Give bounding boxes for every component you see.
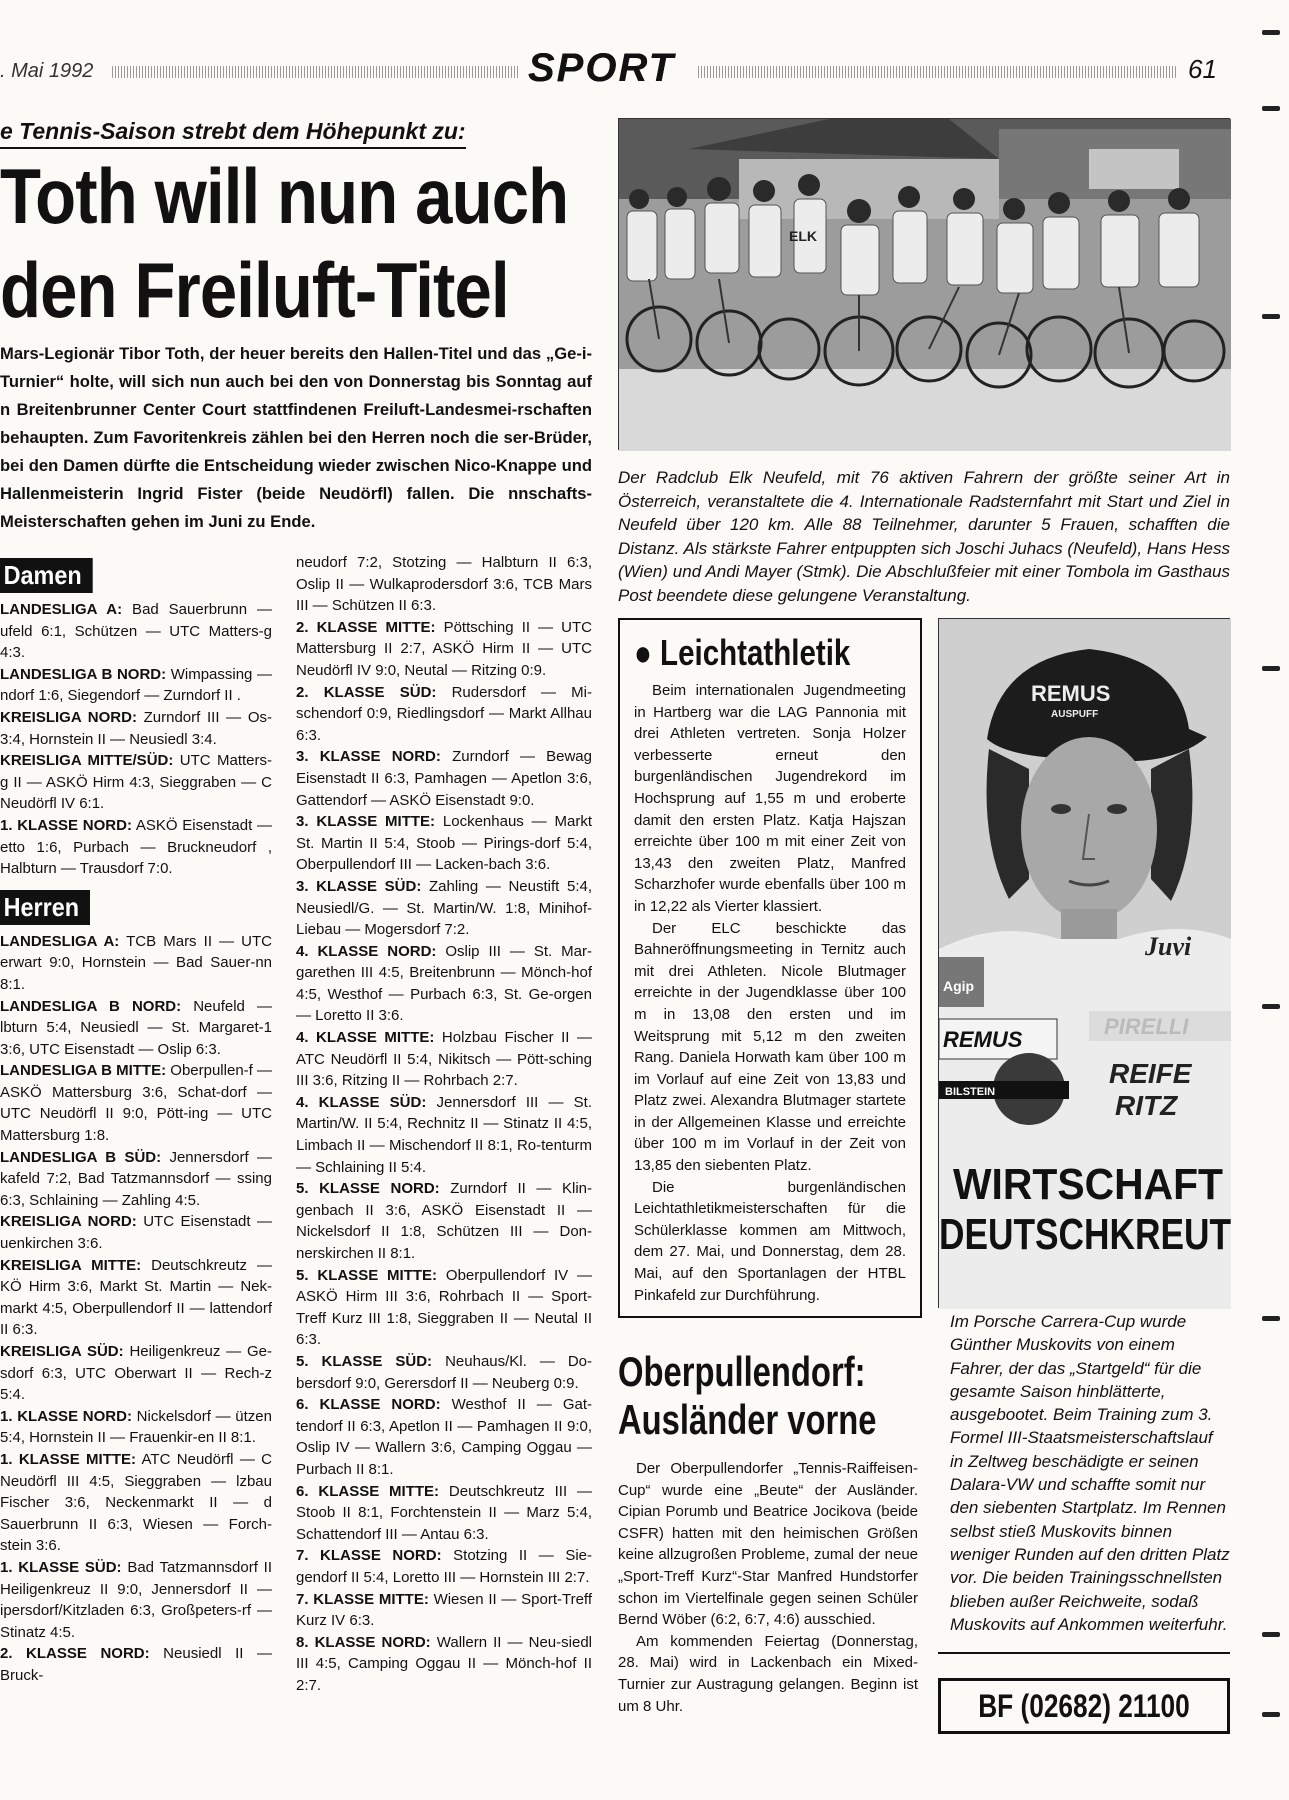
suit-juvi: Juvi	[1145, 932, 1192, 961]
damen-results	[0, 599, 272, 880]
result-entry	[296, 941, 592, 1027]
suit-wirtschaft: WIRTSCHAFT	[953, 1160, 1224, 1209]
league-label: LANDESLIGA B SÜD:	[0, 1148, 162, 1166]
result-entry	[0, 931, 272, 996]
result-text: Oberpullendorf IV — ASKÖ Hirm III 3:6, Rohrbach II — Sport-Treff Kurz III 1:8, Sieggraben II — Neutal II 6:3.	[296, 1266, 592, 1349]
suit-reife: REIFE	[1109, 1058, 1192, 1089]
result-text: Oberpullen-f — ASKÖ Mattersburg 3:6, Schat-dorf — UTC Neudörfl II 9:0, Pött-ing — UTC Mattersburg 1:8.	[0, 1062, 272, 1145]
result-text: Deutschkreutz III — Stoob II 8:1, Forchtenstein II — Marz 5:4, Schattendorf III — Antau 6:3.	[296, 1482, 592, 1543]
result-entry	[296, 617, 592, 682]
headline-line-2: den Freiluft-Titel	[0, 245, 509, 334]
driver-caption: Im Porsche Carrera-Cup wurde Günther Muskovits von einem Fahrer, der das „Startgeld“ für die gesamte Saison hinblätterte, ausgebootet. Beim Training zum 3. Formel III-Staatsmeisterschaftslauf in Zeltweg beschädigte er seinen Dalara-VW und schaffte somit nur den siebenten Startplatz. Im Rennen selbst stieß Muskovits binnen weniger Runden auf den dritten Platz vor. Die beiden Trainingsschnellsten blieben außer Reichweite, sodaß Muskovits auf Ankommen weiterfuhr.	[950, 1312, 1230, 1634]
suit-agip: Agip	[943, 978, 975, 994]
bullet-icon: ●	[634, 632, 652, 673]
result-text: Heiligenkreuz — Ge-sdorf 6:3, UTC Oberwart II — Rech-z 5:4.	[0, 1343, 273, 1404]
oberpullendorf-paragraph: Am kommenden Feiertag (Donnerstag, 28. Mai) wird in Lackenbach ein Mixed-Turnier zur Austragung gelangen. Beginn ist um 8 Uhr.	[618, 1632, 918, 1715]
scan-mark	[1262, 106, 1280, 111]
result-text: Jennersdorf — kafeld 7:2, Bad Tatzmannsdorf — ssing 6:3, Schlaining — Zahling 4:5.	[0, 1148, 273, 1209]
result-text: Bad Tatzmannsdorf II Heiligenkreuz II 9:0, Jennersdorf II — ipersdorf/Kitzladen 6:3, Großpeters-rf — Stinatz 4:5.	[0, 1558, 272, 1641]
result-text: Holzbau Fischer II — ATC Neudörfl II 5:4, Nikitsch — Pött-sching III 3:6, Ritzing II — Rohrbach 2:7.	[296, 1029, 592, 1090]
result-entry	[296, 1027, 592, 1092]
league-label: 7. KLASSE NORD:	[296, 1547, 442, 1565]
result-entry	[0, 1060, 272, 1146]
suit-bilstein: BILSTEIN	[945, 1086, 996, 1098]
result-entry	[296, 1545, 592, 1588]
league-label: LANDESLIGA B MITTE:	[0, 1062, 167, 1080]
result-text: ATC Neudörfl — C Neudörfl III 4:5, Sieggraben — lzbau Fischer 3:6, Neckenmarkt II — d Sauerbrunn II 6:3, Wiesen — Forch-stein 3:6.	[0, 1450, 272, 1555]
result-text: Neuhaus/Kl. — Do-bersdorf 9:0, Gerersdorf II — Neuberg 0:9.	[296, 1352, 593, 1392]
suit-ritz: RITZ	[1115, 1090, 1178, 1121]
oberpullendorf-headline-line-2: Ausländer vorne	[618, 1396, 877, 1443]
result-text: Zurndorf — Bewag Eisenstadt II 6:3, Pamhagen — Apetlon 3:6, Gattendorf — ASKÖ Eisenstadt 9:0.	[296, 748, 592, 809]
result-text: Wiesen II — Sport-Treff Kurz IV 6:3.	[296, 1590, 592, 1630]
regional-code-text: BF (02682) 21100	[978, 1688, 1190, 1724]
league-label: 4. KLASSE NORD:	[296, 942, 437, 960]
league-label: 6. KLASSE MITTE:	[296, 1482, 440, 1500]
leichtathletik-box	[618, 618, 922, 1318]
result-text: Deutschkreutz — KÖ Hirm 3:6, Markt St. Martin — Nek-markt 4:5, Oberpullendorf II — lattendorf II 6:3.	[0, 1256, 272, 1339]
scan-mark	[1262, 314, 1280, 319]
result-text: Bad Sauerbrunn — ufeld 6:1, Schützen — UTC Matters-g 4:3.	[0, 601, 272, 662]
result-entry	[296, 1589, 592, 1632]
section-heading-herren: Herren	[0, 890, 90, 925]
regional-code-box	[938, 1678, 1230, 1734]
caption-rule	[938, 1652, 1230, 1654]
result-entry	[296, 1351, 592, 1394]
result-text: ASKÖ Eisenstadt — etto 1:6, Purbach — Bruckneudorf , Halbturn — Trausdorf 7:0.	[0, 816, 272, 878]
result-text: UTC Matters-g II — ASKÖ Hirm 4:3, Sieggraben — C Neudörfl IV 6:1.	[0, 752, 273, 813]
league-label: LANDESLIGA B NORD:	[0, 997, 182, 1015]
result-entry	[296, 1092, 592, 1178]
oberpullendorf-paragraph: Der Oberpullendorfer „Tennis-Raiffeisen-Cup“ wurde eine „Beute“ der Ausländer. Cipian Porumb und Beatrice Jocikova (beide CSFR) hatten mit den heimischen Größen keine allzugroßen Probleme, zumal der neue „Sport-Treff Kurz“-Star Manfred Hundstorfer schon im Viertelfinale gegen seinen Schüler Bernd Wöber (6:2, 6:7, 4:6) ausschied.	[618, 1460, 918, 1629]
league-label: 7. KLASSE MITTE:	[296, 1590, 429, 1608]
result-entry	[0, 1211, 272, 1254]
result-entry	[0, 1449, 272, 1557]
league-label: LANDESLIGA B NORD:	[0, 665, 167, 683]
result-entry	[0, 1557, 272, 1643]
scan-mark	[1262, 1712, 1280, 1717]
leichtathletik-paragraph: Beim internationalen Jugendmeeting in Hartberg war die LAG Pannonia mit drei Athleten vertreten. Sonja Holzer verbesserte erneut den burgenländischen Jugendrekord im Hochsprung auf 1,55 m und eroberte damit den ersten Platz. Katja Hajszan erreichte über 100 m mit einer Zeit von 13,43 den zweiten Platz, Manfred Scharzhofer wurde ebenfalls über 100 m in 12,22 als Vierter klassiert.	[634, 682, 906, 915]
article-headline	[0, 150, 569, 337]
header-rule-right	[698, 66, 1178, 78]
leichtathletik-paragraph: Der ELC beschickte das Bahneröffnungsmeeting in Ternitz auch mit drei Athleten. Nicole Blutmager erreichte in der Jugendklasse über 100 m in 13,08 den ersten und im Weitsprung mit 5,12 m den zweiten Rang. Daniela Horwath kam über 100 m im Vorlauf auf eine Zeit von 13,83 und Platz zwei. Alexandra Blutmager startete in der Allgemeinen Klasse und erreichte über 100 m im Vorlauf in der Zeit von 13,85 den siebenten Platz.	[634, 919, 906, 1175]
result-entry	[0, 664, 272, 707]
oberpullendorf-headline	[618, 1348, 877, 1444]
league-label: 4. KLASSE MITTE:	[296, 1029, 435, 1047]
league-label: LANDESLIGA A:	[0, 932, 120, 950]
result-text: Rudersdorf — Mi-schendorf 0:9, Riedlingsdorf — Markt Allhau 6:3.	[296, 683, 592, 744]
result-text: Jennersdorf III — St. Martin/W. II 5:4, Rechnitz II — Stinatz II 4:5, Limbach II — Mischendorf II 8:1, Ro-tenturm — Schlaining II 5:4.	[296, 1093, 592, 1176]
result-text: Zurndorf III — Os-3:4, Hornstein II — Neusiedl 3:4.	[0, 708, 272, 748]
league-label: 2. KLASSE MITTE:	[296, 618, 436, 636]
herren-results	[0, 931, 272, 1687]
league-label: 5. KLASSE SÜD:	[296, 1352, 433, 1370]
result-text: Neufeld — lbturn 5:4, Neusiedl — St. Margaret-1 3:6, UTC Eisenstadt — Oslip 6:3.	[0, 997, 272, 1058]
result-text: Lockenhaus — Markt St. Martin II 5:4, Stoob — Pirings-dorf 5:4, Oberpullendorf III — Lacken-bach 3:6.	[296, 813, 592, 874]
result-entry	[0, 1341, 272, 1406]
result-entry	[0, 1147, 272, 1212]
result-text: TCB Mars II — UTC erwart 9:0, Hornstein — Bad Sauer-nn 8:1.	[0, 932, 272, 993]
league-label: LANDESLIGA A:	[0, 601, 123, 618]
suit-deutschkreutz: DEUTSCHKREUT	[939, 1210, 1232, 1259]
league-label: 3. KLASSE MITTE:	[296, 813, 436, 831]
section-title: SPORT	[528, 46, 676, 90]
results-column-left	[0, 548, 272, 1687]
cyclists-photo	[618, 118, 1230, 450]
result-text: UTC Eisenstadt — uenkirchen 3:6.	[0, 1213, 273, 1253]
result-entry	[296, 1178, 592, 1264]
result-entry	[296, 811, 592, 876]
results-column-middle	[296, 552, 592, 1696]
result-entry	[0, 707, 272, 750]
result-text: Zurndorf II — Klin-genbach II 3:6, ASKÖ Eisenstadt II — Nickelsdorf II 1:8, Schützen III — Don-nerskirchen II 8:1.	[296, 1180, 592, 1262]
header-rule-left	[112, 66, 520, 78]
driver-photo	[938, 618, 1230, 1308]
result-entry	[0, 996, 272, 1061]
result-entry	[296, 1394, 592, 1480]
headline-line-1: Toth will nun auch	[0, 152, 569, 240]
result-entry	[296, 1481, 592, 1546]
result-entry	[296, 682, 592, 747]
result-entry	[0, 1643, 272, 1686]
cap-sub-lettering: AUSPUFF	[1051, 709, 1099, 720]
suit-remus: REMUS	[943, 1027, 1023, 1052]
league-label: 6. KLASSE NORD:	[296, 1396, 441, 1414]
leichtathletik-paragraph: Die burgenländischen Leichtathletikmeisterschaften für die Schülerklasse kommen am Mittwoch, dem 27. Mai, und Donnerstag, dem 28. Mai, auf den Sportanlagen der HTBL Pinkafeld zur Durchführung.	[634, 1178, 906, 1304]
result-entry	[0, 815, 272, 880]
scan-mark	[1262, 1316, 1280, 1321]
league-label: KREISLIGA NORD:	[0, 708, 137, 726]
scan-mark	[1262, 30, 1280, 35]
cyclists-caption: Der Radclub Elk Neufeld, mit 76 aktiven Fahrern der größte seiner Art in Österreich, veranstaltete die 4. Internationale Radsternfahrt mit Start und Ziel in Neufeld über 120 km. Alle 88 Teilnehmer, darunter 5 Frauen, schafften die Distanz. Als stärkste Fahrer entpuppten sich Joschi Juhacs (Neufeld), Hans Hess (Wien) und Andi Mayer (Stmk). Die Abschlußfeier mit einer Tombola im Gasthaus Post beendete diese gelungene Veranstaltung.	[618, 468, 1230, 605]
result-entry	[296, 1632, 592, 1697]
result-text: Stotzing II — Sie-gendorf II 5:4, Loretto III — Hornstein III 2:7.	[296, 1547, 592, 1586]
leichtathletik-title: Leichtathletik	[660, 632, 851, 673]
league-label: KREISLIGA MITTE/SÜD:	[0, 752, 174, 770]
result-entry	[0, 1255, 272, 1341]
league-label: 2. KLASSE SÜD:	[296, 683, 437, 701]
league-label: 8. KLASSE NORD:	[296, 1633, 431, 1651]
result-entry	[0, 599, 272, 664]
jersey-lettering: ELK	[789, 228, 817, 244]
scan-mark	[1262, 666, 1280, 671]
results-continuation: neudorf 7:2, Stotzing — Halbturn II 6:3, Oslip II — Wulkaprodersdorf 3:6, TCB Mars III — Schützen II 6:3.	[296, 554, 592, 615]
league-label: 1. KLASSE NORD:	[0, 816, 132, 834]
issue-date: . Mai 1992	[0, 60, 94, 82]
leichtathletik-heading	[634, 632, 857, 674]
cap-lettering: REMUS	[1031, 681, 1111, 706]
result-text: Wallern II — Neu-siedl III 4:5, Camping Oggau II — Mönch-hof II 2:7.	[296, 1633, 592, 1694]
scan-mark	[1262, 1004, 1280, 1009]
result-entry	[0, 1406, 272, 1449]
section-heading-damen: Damen	[0, 558, 92, 593]
suit-pirelli: PIRELLI	[1104, 1014, 1189, 1039]
scan-mark	[1262, 1632, 1280, 1637]
league-label: 2. KLASSE NORD:	[0, 1645, 150, 1663]
result-text: Wimpassing — ndorf 1:6, Siegendorf — Zurndorf II .	[0, 665, 272, 705]
result-entry	[296, 746, 592, 811]
article-lead: Mars-Legionär Tibor Toth, der heuer bereits den Hallen-Titel und das „Ge-i-Turnier“ holte, will sich nun auch bei den von Donnerstag bis Sonntag auf n Breitenbrunner Center Court stattfindenen Freiluft-Landesmei-rschaften behaupten. Zum Favoritenkreis zählen bei den Herren noch die ser-Brüder, bei den Damen dürfte die Entscheidung wieder zwischen Nico-Knappe und Hallenmeisterin Ingrid Fister (beide Neudörfl) fallen. Die nnschafts-Meisterschaften gehen im Juni zu Ende.	[0, 344, 592, 531]
league-label: 1. KLASSE NORD:	[0, 1407, 132, 1425]
league-label: 3. KLASSE SÜD:	[296, 877, 422, 895]
result-entry	[296, 1265, 592, 1351]
result-text: Westhof II — Gat-tendorf II 6:3, Apetlon II — Pamhagen II 9:0, Oslip IV — Wallern 3:6, Camping Oggau — Purbach II 8:1.	[296, 1396, 592, 1478]
leichtathletik-text	[634, 680, 906, 1306]
result-entry	[0, 750, 272, 815]
result-text: Pöttsching II — UTC Mattersburg II 2:7, ASKÖ Hirm II — UTC Neudörfl IV 9:0, Neutal — Ritzing 0:9.	[296, 618, 592, 679]
page-number: 61	[1188, 54, 1217, 84]
cyclists-illustration	[619, 119, 1231, 451]
result-entry	[296, 876, 592, 941]
league-label: 1. KLASSE SÜD:	[0, 1558, 122, 1576]
league-label: 5. KLASSE NORD:	[296, 1180, 440, 1198]
league-label: 3. KLASSE NORD:	[296, 748, 441, 766]
article-kicker: e Tennis-Saison strebt dem Höhepunkt zu:	[0, 118, 466, 149]
league-label: KREISLIGA NORD:	[0, 1213, 137, 1231]
league-label: 5. KLASSE MITTE:	[296, 1266, 438, 1284]
result-text: Nickelsdorf — ützen 5:4, Hornstein II — Frauenkir-en II 8:1.	[0, 1407, 272, 1447]
results-list-middle	[296, 617, 592, 1697]
league-label: KREISLIGA MITTE:	[0, 1256, 142, 1274]
page-header	[0, 46, 1230, 90]
result-text: Oslip III — St. Mar-garethen III 4:5, Breitenbrunn — Mönch-hof 4:5, Westhof — Purbach 6:3, St. Ge-orgen — Loretto II 3:6.	[296, 942, 592, 1025]
league-label: 1. KLASSE MITTE:	[0, 1450, 137, 1468]
driver-illustration	[939, 619, 1231, 1309]
league-label: 4. KLASSE SÜD:	[296, 1093, 427, 1111]
result-text: Zahling — Neustift 5:4, Neusiedl/G. — St. Martin/W. 1:8, Minihof-Liebau — Mogersdorf 7:2.	[296, 877, 592, 939]
oberpullendorf-text	[618, 1458, 918, 1717]
league-label: KREISLIGA SÜD:	[0, 1343, 124, 1360]
result-text: Neusiedl II — Bruck-	[0, 1645, 272, 1684]
oberpullendorf-headline-line-1: Oberpullendorf:	[618, 1348, 866, 1395]
